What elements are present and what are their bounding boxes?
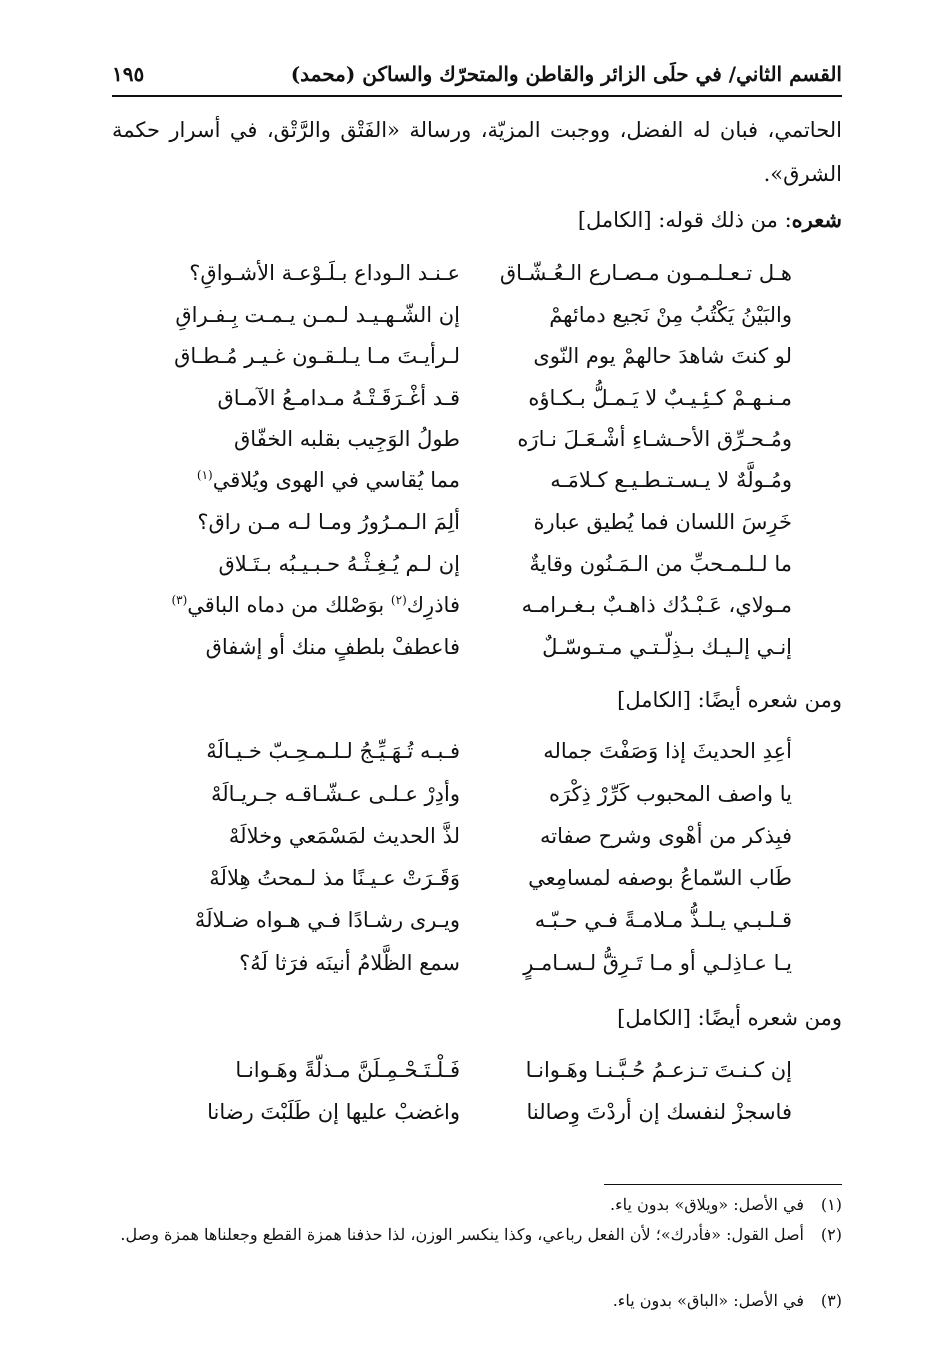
verse-second-hemistich: وأدِرْ عـلـى عـشّـاقـه جـريـالَهْ xyxy=(211,782,460,806)
verse-row xyxy=(160,774,792,814)
verse-row xyxy=(160,419,792,459)
verse-row xyxy=(160,544,792,584)
verse-first-hemistich: إنـي إلـيـك بـذِلّـتـي مـتـوسّـلٌ xyxy=(542,635,792,659)
verse-first-hemistich: أعِدِ الحديثَ إذا وَصَفْتَ جماله xyxy=(543,739,792,763)
verse-first-hemistich: قـلـبـي يـلـذُّ مـلامـةً فـي حـبّـه xyxy=(534,908,792,932)
footnote-2 xyxy=(112,1222,842,1248)
verse-first-hemistich: ومُـولَّهٌ لا يـسـتـطـيـع كـلامَـه xyxy=(550,468,792,492)
header-title: القسم الثاني/ في حلَى الزائر والقاطن والمتحرّك والساكن (محمد) xyxy=(290,62,842,86)
footnote-ref-1: (١) xyxy=(196,468,213,482)
intro-paragraph: الحاتمي، فبان له الفضل، ووجبت المزيّة، ورسالة «الفَتْق والرَّتْق، في أسرار حكمة الشرق». xyxy=(112,118,842,186)
verse-row xyxy=(160,585,792,625)
verse-first-hemistich: يـا عـاذِلـي أو مـا تَـرِقُّ لـسـامـرٍ xyxy=(523,951,792,975)
verse-second-hemistich xyxy=(160,585,460,625)
poem1-intro-rest: : من ذلك قوله: [الكامل] xyxy=(577,208,792,232)
verse-first-hemistich: ما لـلـمـحبِّ من الـمَـنُون وقايةٌ xyxy=(529,552,792,576)
verse-first-hemistich: طَاب السّماعُ بوصفه لمسامِعي xyxy=(528,866,792,890)
footnote-1 xyxy=(112,1192,842,1218)
verse-second-hemistich: إن لـم يُـغِـثْـهُ حـبـيـبُه بـتَـلاق xyxy=(218,552,460,576)
verse-row xyxy=(160,943,792,983)
verse-row xyxy=(160,816,792,856)
verse-second-hemistich: ألِمَ الـمـرُورُ ومـا لـه مـن راق؟ xyxy=(197,510,460,534)
verse-second-hemistich: سمع الظَّلامُ أنينَه فرَثا لَهُ؟ xyxy=(239,951,460,975)
footnote-text: في الأصل: «الباق» بدون ياء. xyxy=(612,1291,804,1310)
footnote-divider xyxy=(604,1184,842,1185)
verse-second-hemistich: فاعطفْ بلطفٍ منك أو إشفاق xyxy=(205,635,460,659)
verse-row xyxy=(160,731,792,771)
verse-second-hemistich: قـد أغْـرَقَـتْـهُ مـدامـعُ الآمـاق xyxy=(217,386,460,410)
verse-row xyxy=(160,460,792,500)
verse-row xyxy=(160,1092,792,1132)
poem2-intro: ومن شعره أيضًا: [الكامل] xyxy=(617,688,842,712)
verse-row xyxy=(160,502,792,542)
verse-first-hemistich: والبَيْنُ يَكْتُبُ مِنْ نَجيع دمائهمْ xyxy=(549,303,792,327)
footnote-ref-3: (٣) xyxy=(171,593,188,607)
footnote-number: (٢) xyxy=(820,1225,842,1244)
verse-row xyxy=(160,627,792,667)
page-number: ١٩٥ xyxy=(112,62,145,86)
verse-first-hemistich: مـنـهـمْ كـئِـيـبٌ لا يَـمـلُّ بـكـاؤه xyxy=(528,386,792,410)
footnote-number: (١) xyxy=(820,1195,842,1214)
hemistich-text-cont: بوَصْلك من دماه الباقي xyxy=(187,593,391,617)
verse-first-hemistich: مـولاي، عَـبْـدُك ذاهـبٌ بـغـرامـه xyxy=(521,593,792,617)
verse-second-hemistich: فـبـه تُـهَـيِّـجُ لـلـمـحِـبّ خـيـالَهْ xyxy=(206,739,460,763)
verse-second-hemistich: عـنـد الـوداع بـلَـوْعـة الأشـواقِ؟ xyxy=(189,261,460,285)
running-header xyxy=(112,56,842,92)
poem1-intro xyxy=(112,198,842,242)
footnote-number: (٣) xyxy=(820,1291,842,1310)
verse-first-hemistich: ومُـحـرِّق الأحـشـاءِ أشْـعَـلَ نـارَه xyxy=(517,427,792,451)
hemistich-text: فاذرِك xyxy=(406,593,460,617)
poem3-intro: ومن شعره أيضًا: [الكامل] xyxy=(617,1006,842,1030)
verse-first-hemistich: يا واصف المحبوب كَرِّرْ ذِكْرَه xyxy=(548,782,792,806)
verse-first-hemistich: لو كنتَ شاهدَ حالهمْ يوم النّوى xyxy=(533,344,792,368)
verse-row xyxy=(160,1050,792,1090)
footnote-ref-2: (٢) xyxy=(390,593,407,607)
verse-second-hemistich: إن الشّـهـيـد لـمـن يـمـت بِـفـراقِ xyxy=(175,303,460,327)
footnote-text: في الأصل: «ويلاق» بدون ياء. xyxy=(610,1195,804,1214)
verse-first-hemistich: خَرِسَ اللسان فما يُطيق عبارة xyxy=(533,510,792,534)
verse-row xyxy=(160,900,792,940)
verse-second-hemistich: لذَّ الحديث لمَسْمَعي وخلالَهْ xyxy=(228,824,460,848)
verse-row xyxy=(160,336,792,376)
hemistich-text: مما يُقاسي في الهوى ويُلاقي xyxy=(212,468,460,492)
verse-second-hemistich: وَقَـرَتْ عـيـنًا مذ لـمحتُ هِلالَهْ xyxy=(209,866,460,890)
verse-second-hemistich: طولُ الوَجِيب بقلبه الخفّاق xyxy=(234,427,460,451)
header-divider xyxy=(112,95,842,97)
verse-first-hemistich: فاسجزْ لنفسك إن أردْتَ وِصالنا xyxy=(526,1100,792,1124)
footnote-text: أصل القول: «فأدرك»؛ لأن الفعل رباعي، وكذا ينكسر الوزن، لذا حذفنا همزة القطع وجعلناها همزة وصل. xyxy=(120,1225,804,1244)
verse-row xyxy=(160,378,792,418)
verse-row xyxy=(160,858,792,898)
verse-second-hemistich: فَـلْـتَـحْـمِـلَنَّ مـذلّةً وهَـوانـا xyxy=(235,1058,460,1082)
verse-row xyxy=(160,295,792,335)
verse-second-hemistich: لـرأيـتَ مـا يـلـقـون غـيـر مُـطـاق xyxy=(174,344,460,368)
verse-row xyxy=(160,253,792,293)
poem1-intro-bold: شعره xyxy=(791,207,842,232)
verse-second-hemistich xyxy=(160,460,460,500)
verse-second-hemistich: ويـرى رشـادًا فـي هـواه ضـلالَهْ xyxy=(194,908,460,932)
verse-second-hemistich: واغضبْ عليها إن طَلَبْتَ رضانا xyxy=(207,1100,460,1124)
verse-first-hemistich: فبِذكر من أهْوى وشرح صفاته xyxy=(540,824,792,848)
footnote-3 xyxy=(112,1288,842,1314)
verse-first-hemistich: إن كـنـتَ تـزعـمُ حُـبَّـنـا وهَـوانـا xyxy=(525,1058,792,1082)
verse-first-hemistich: هـل تـعـلـمـون مـصـارع الـعُـشّـاق xyxy=(499,261,792,285)
